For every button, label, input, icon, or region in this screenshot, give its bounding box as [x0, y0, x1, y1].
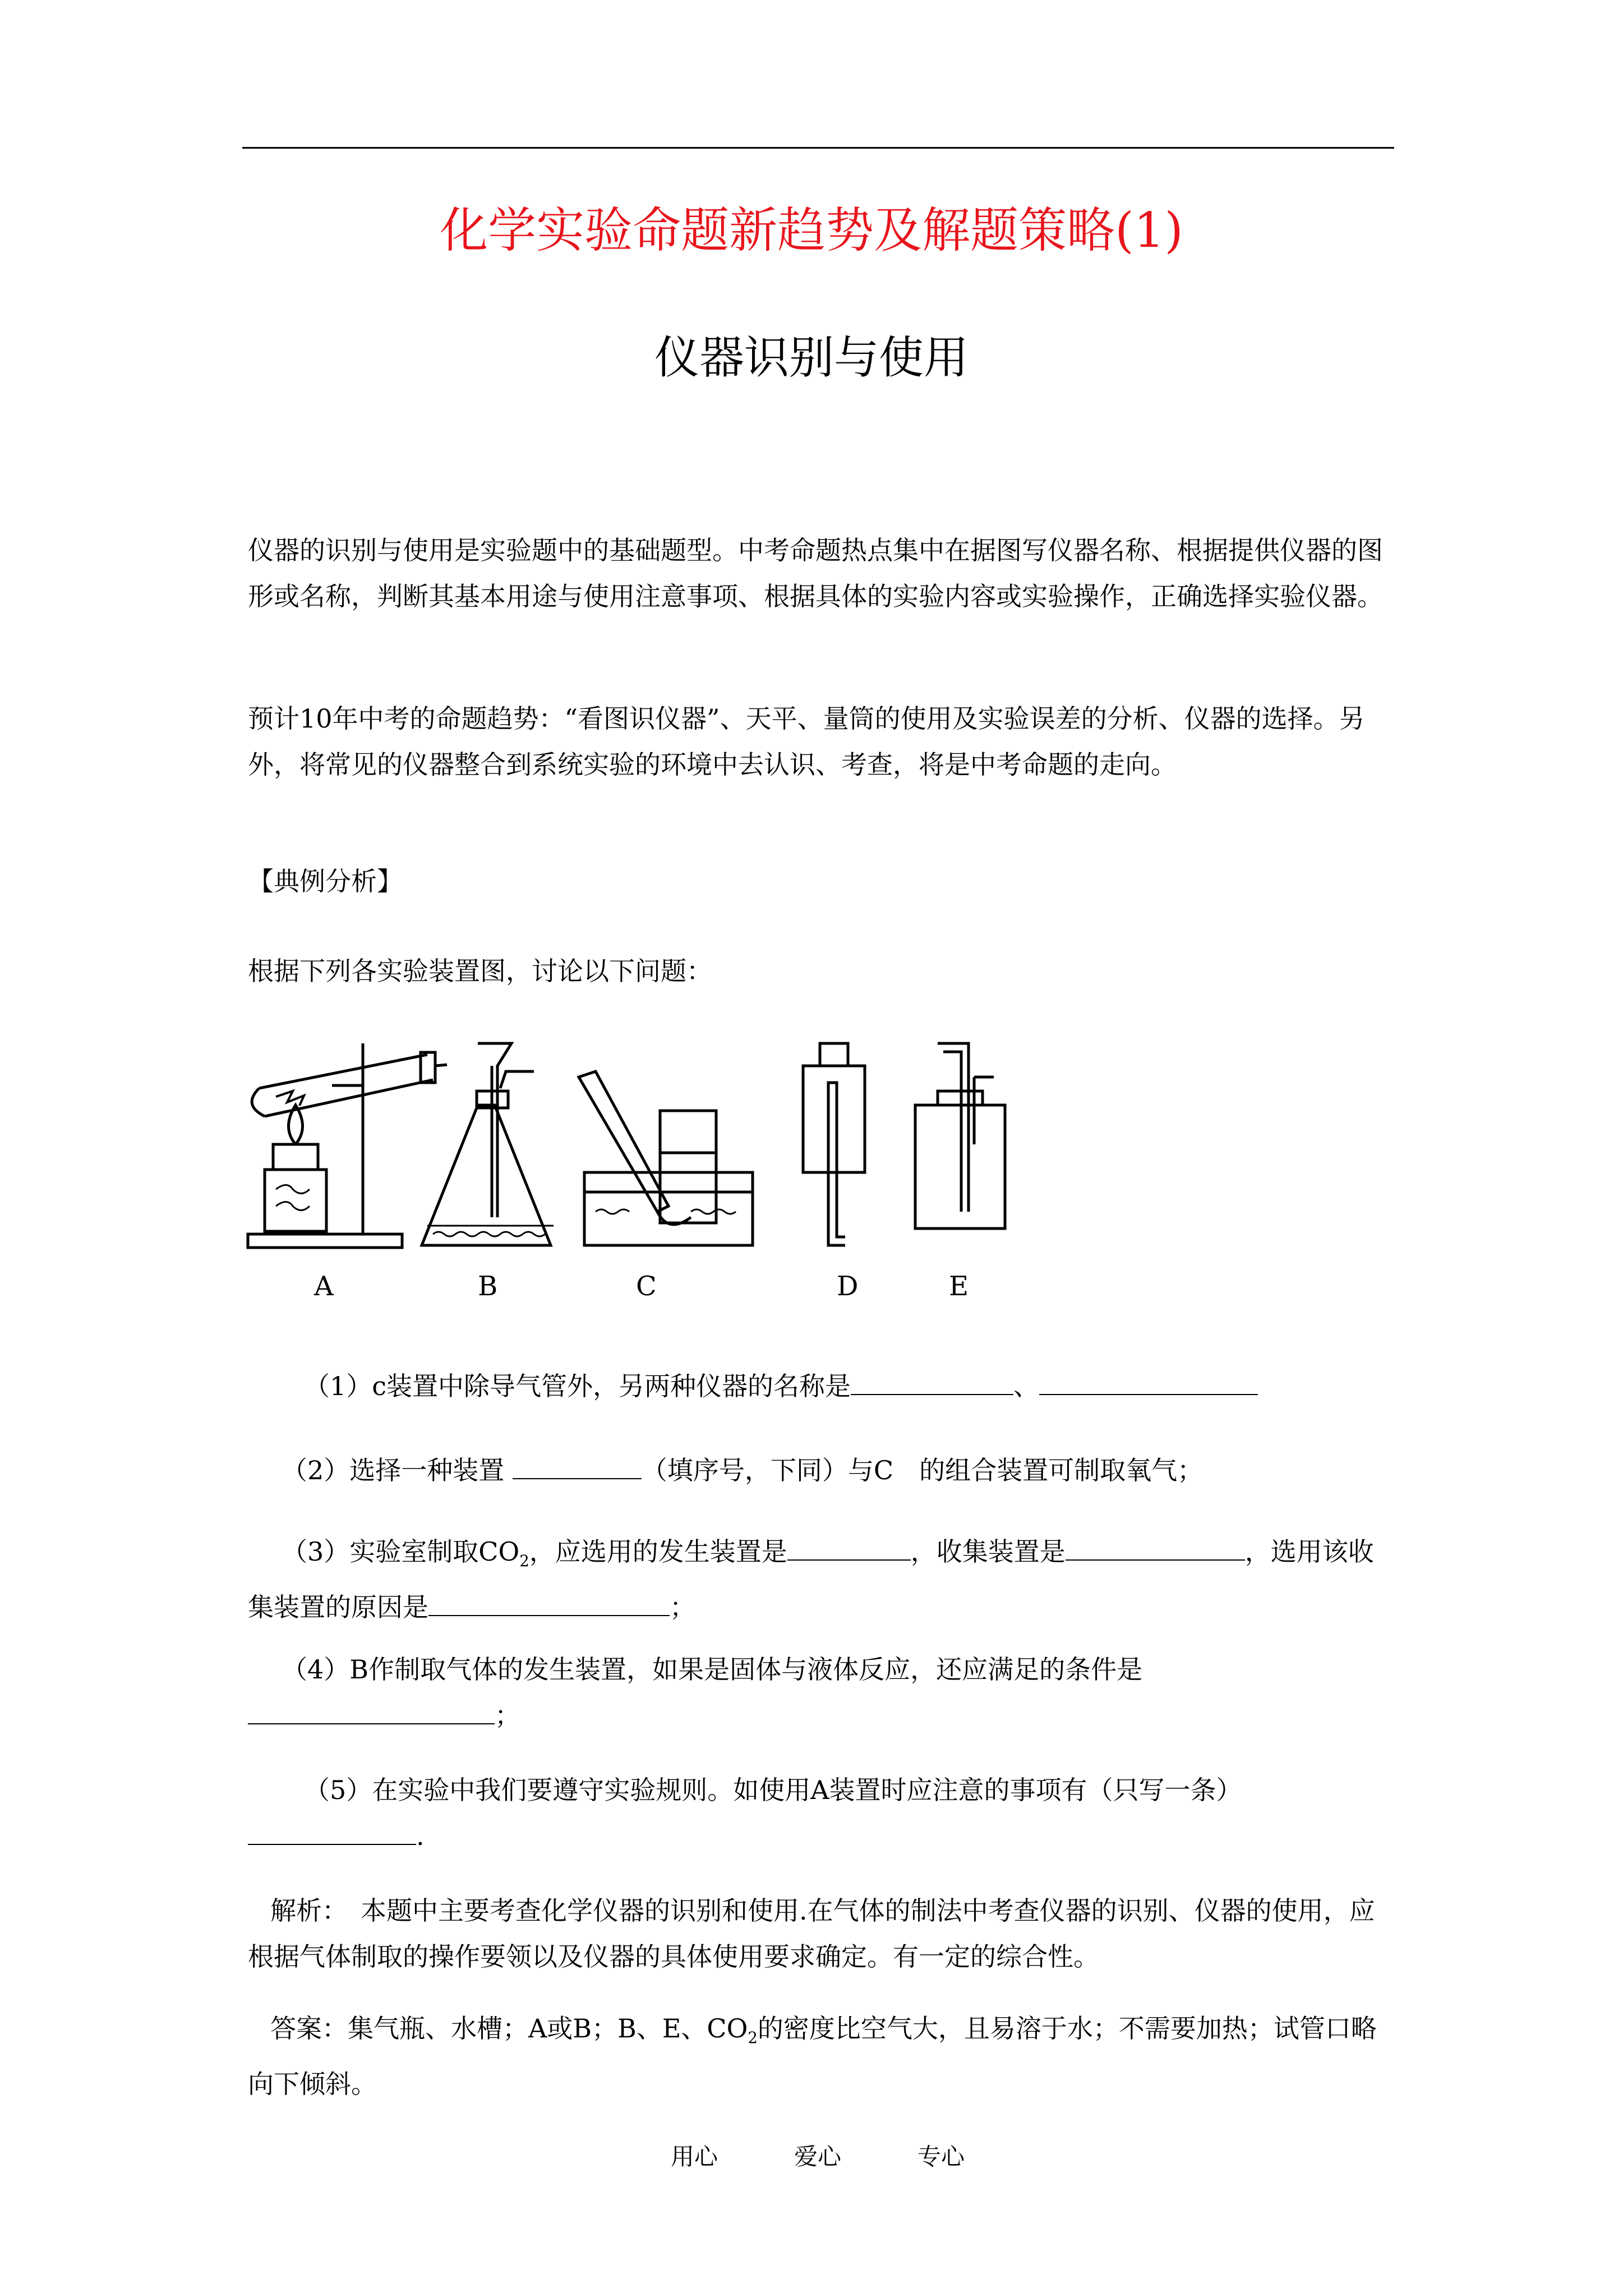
apparatus-b	[422, 1043, 554, 1245]
figure-label-e: E	[949, 1271, 969, 1302]
answer-blank[interactable]	[851, 1372, 1013, 1395]
answer-blank[interactable]	[1066, 1537, 1245, 1561]
figure-label-a: A	[314, 1271, 334, 1302]
question-3: （3）实验室制取$CO_2$，应选用的发生装置是 ，收集装置是 ，选用该收集装置的原因是 ；	[248, 1536, 1374, 1623]
answer-blank[interactable]	[513, 1456, 642, 1479]
answer-paragraph: 答案：集气瓶、水槽；A或B；B、E、$CO_2$的密度比空气大，且易溶于水；不需要加热；试管口略向下倾斜。	[248, 2013, 1377, 2100]
apparatus-c	[579, 1071, 753, 1245]
answer-blank[interactable]	[787, 1537, 911, 1561]
apparatus-figure	[242, 1032, 1039, 1324]
figure-label-c: C	[636, 1271, 657, 1302]
page-subtitle: 仪器识别与使用	[654, 332, 969, 384]
question-1: （1）c装置中除导气管外，另两种仪器的名称是 、	[248, 1363, 1398, 1409]
apparatus-e	[915, 1043, 1005, 1228]
question-4: （4）B作制取气体的发生装置，如果是固体与液体反应，还应满足的条件是 ；	[248, 1646, 1398, 1738]
answer-blank[interactable]	[248, 1701, 495, 1724]
analysis-paragraph: 解析： 本题中主要考查化学仪器的识别和使用.在气体的制法中考查仪器的识别、仪器的使用，应根据气体制取的操作要领以及仪器的具体使用要求确定。有一定的综合性。	[248, 1895, 1375, 1972]
apparatus-a	[248, 1043, 447, 1248]
figure-label-d: D	[837, 1271, 859, 1302]
question-5: （5）在实验中我们要遵守实验规则。如使用A装置时应注意的事项有（只写一条） .	[248, 1767, 1398, 1859]
apparatus-d	[803, 1043, 865, 1245]
question-intro: 根据下列各实验装置图，讨论以下问题：	[248, 956, 712, 986]
answer-blank[interactable]	[1039, 1372, 1258, 1395]
header-rule	[242, 147, 1394, 149]
answer-blank[interactable]	[428, 1593, 670, 1616]
footer-text-3: 专心	[917, 2143, 965, 2170]
section-heading: 【典例分析】	[248, 866, 403, 896]
figure-label-b: B	[478, 1271, 498, 1302]
footer-text-2: 爱心	[794, 2143, 842, 2170]
question-2: （2）选择一种装置 （填序号，下同）与C 的组合装置可制取氧气；	[282, 1455, 1204, 1485]
intro-paragraph-2: 预计10年中考的命题趋势：“看图识仪器”、天平、量筒的使用及实验误差的分析、仪器的选择。另外，将常见的仪器整合到系统实验的环境中去认识、考查，将是中考命题的走向。	[248, 703, 1365, 780]
intro-paragraph-1: 仪器的识别与使用是实验题中的基础题型。中考命题热点集中在据图写仪器名称、根据提供仪器的图形或名称，判断其基本用途与使用注意事项、根据具体的实验内容或实验操作，正确选择实验仪器。	[248, 535, 1383, 611]
answer-blank[interactable]	[248, 1821, 416, 1845]
page-title: 化学实验命题新趋势及解题策略(1)	[440, 203, 1183, 259]
footer-text-1: 用心	[671, 2143, 718, 2170]
